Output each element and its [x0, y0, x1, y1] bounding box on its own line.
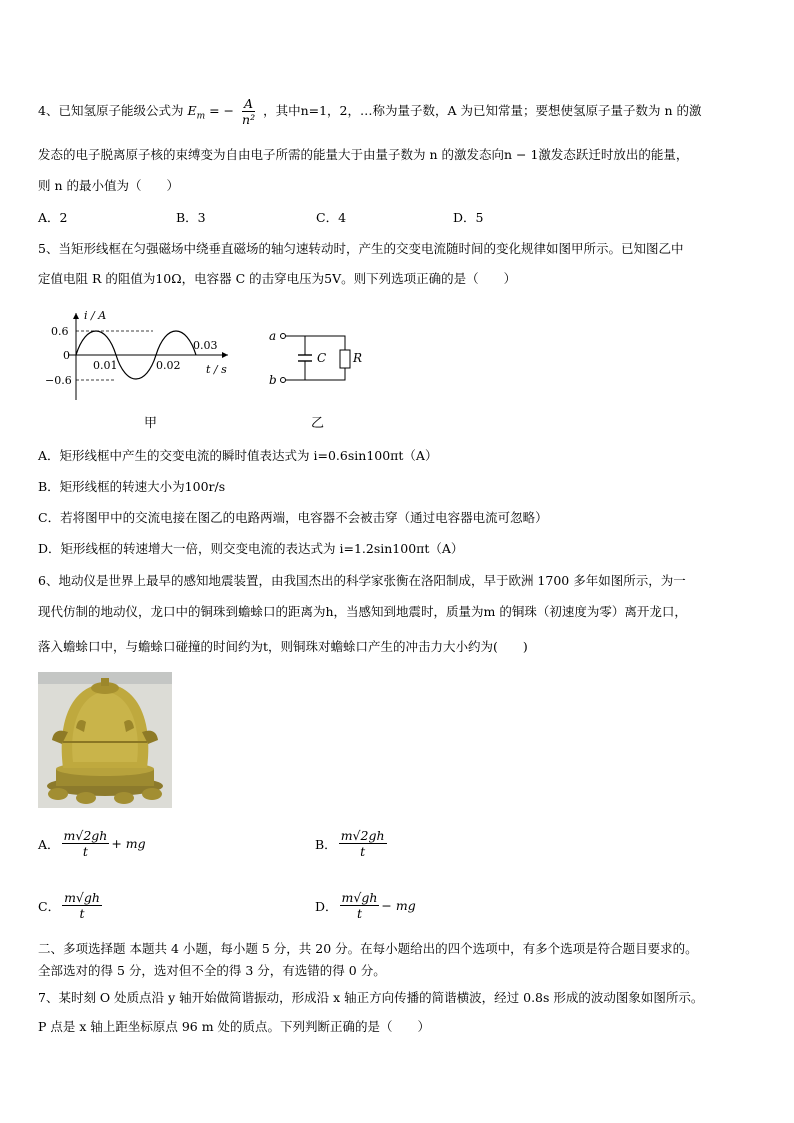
- resistor-label: R: [353, 351, 363, 365]
- q6-line1: 6、地动仪是世界上最早的感知地震装置，由我国杰出的科学家张衡在洛阳制成，早于欧洲 1700 多年如图所示，为一: [38, 573, 686, 588]
- graph-caption: 甲: [144, 416, 158, 431]
- q6-line3: 落入蟾蜍口中，与蟾蜍口碰撞的时间约为t，则铜珠对蟾蜍口产生的冲击力大小约为( ): [38, 639, 528, 654]
- q6-option-c[interactable]: C． $\frac{m√gh}{t}$: [38, 890, 100, 921]
- q7-line2: P 点是 x 轴上距坐标原点 96 m 处的质点。下列判断正确的是（ ）: [38, 1019, 431, 1034]
- terminal-b-label: b: [269, 373, 277, 387]
- q4-line1: [38, 96, 702, 127]
- q6-option-a[interactable]: A． $\frac{m√2gh}{t}$ + mg: [38, 828, 146, 859]
- terminal-a-label: a: [269, 329, 277, 343]
- q6-option-a-fraction: $\frac{m√2gh}{t}$: [63, 828, 108, 859]
- circuit-caption: 乙: [311, 416, 325, 431]
- q5-option-d[interactable]: D．矩形线框的转速增大一倍，则交变电流的表达式为 i=1.2sin100πt（A）: [38, 541, 464, 556]
- q4-line3: 则 n 的最小值为（ ）: [38, 178, 179, 193]
- q6-option-d-fraction: $\frac{m√gh}{t}$: [341, 890, 378, 921]
- section2-instructions-line2: 全部选对的得 5 分，选对但不全的得 3 分，有选错的得 0 分。: [38, 963, 386, 978]
- formula-fraction: $\frac{A}{\text{n²}}$: [242, 96, 256, 127]
- q7-line1: 7、某时刻 O 处质点沿 y 轴开始做简谐振动，形成沿 x 轴正方向传播的简谐横波，经过 0.8s 形成的波动图象如图所示。: [38, 990, 704, 1005]
- y-tick-min: −0.6: [45, 374, 72, 387]
- q6-option-d[interactable]: D． $\frac{m√gh}{t}$ − mg: [315, 890, 416, 921]
- seismograph-photo: [38, 672, 172, 808]
- x-tick-2: 0.02: [156, 359, 181, 372]
- resistor: [340, 350, 350, 368]
- q5-line1: 5、当矩形线框在匀强磁场中绕垂直磁场的轴匀速转动时，产生的交变电流随时间的变化规律如图甲所示。已知图乙中: [38, 241, 684, 256]
- q5-line2: 定值电阻 R 的阻值为10Ω，电容器 C 的击穿电压为5V。则下列选项正确的是（ ）: [38, 271, 517, 286]
- y-tick-max: 0.6: [51, 325, 69, 338]
- x-tick-3: 0.03: [193, 339, 218, 352]
- q4-line2: 发态的电子脱离原子核的束缚变为自由电子所需的能量大于由量子数为 n 的激发态向n − 1激发态跃迁时放出的能量，: [38, 147, 689, 162]
- q4-option-a[interactable]: A．2: [38, 210, 68, 225]
- terminal-b: [281, 378, 286, 383]
- x-tick-1: 0.01: [93, 359, 118, 372]
- q4-intro: 4、已知氢原子能级公式为: [38, 103, 184, 118]
- q4-option-b[interactable]: B．3: [176, 210, 206, 225]
- x-axis-label: t / s: [206, 363, 227, 376]
- energy-formula: $E_m$ = − $\frac{A}{\text{n²}}$: [187, 96, 256, 127]
- y-axis-label: i / A: [84, 309, 107, 322]
- q5-option-b[interactable]: B．矩形线框的转速大小为100r/s: [38, 479, 226, 494]
- capacitor-label: C: [317, 351, 327, 365]
- q6-option-b-fraction: $\frac{m√2gh}{t}$: [340, 828, 385, 859]
- q6-option-c-fraction: $\frac{m√gh}{t}$: [64, 890, 100, 921]
- y-tick-zero: 0: [63, 349, 70, 362]
- rc-circuit-diagram: [265, 322, 375, 392]
- terminal-a: [281, 334, 286, 339]
- q5-option-a[interactable]: A．矩形线框中产生的交变电流的瞬时值表达式为 i=0.6sin100πt（A）: [38, 448, 438, 463]
- q4-intro-tail: ，其中n=1，2，…称为量子数，A 为已知常量；要想使氢原子量子数为 n 的激: [263, 103, 702, 118]
- q5-option-c[interactable]: C．若将图甲中的交流电接在图乙的电路两端，电容器不会被击穿（通过电容器电流可忽略）: [38, 510, 548, 525]
- q6-option-b[interactable]: B． $\frac{m√2gh}{t}$: [315, 828, 385, 859]
- section2-instructions-line1: 二、多项选择题 本题共 4 小题，每小题 5 分，共 20 分。在每小题给出的四个选项中，有多个选项是符合题目要求的。: [38, 941, 698, 956]
- q4-option-c[interactable]: C．4: [316, 210, 347, 225]
- q6-line2: 现代仿制的地动仪，龙口中的铜珠到蟾蜍口的距离为h，当感知到地震时，质量为m 的铜珠（初速度为零）离开龙口，: [38, 604, 687, 619]
- q4-option-d[interactable]: D．5: [453, 210, 484, 225]
- current-time-graph: [38, 305, 238, 410]
